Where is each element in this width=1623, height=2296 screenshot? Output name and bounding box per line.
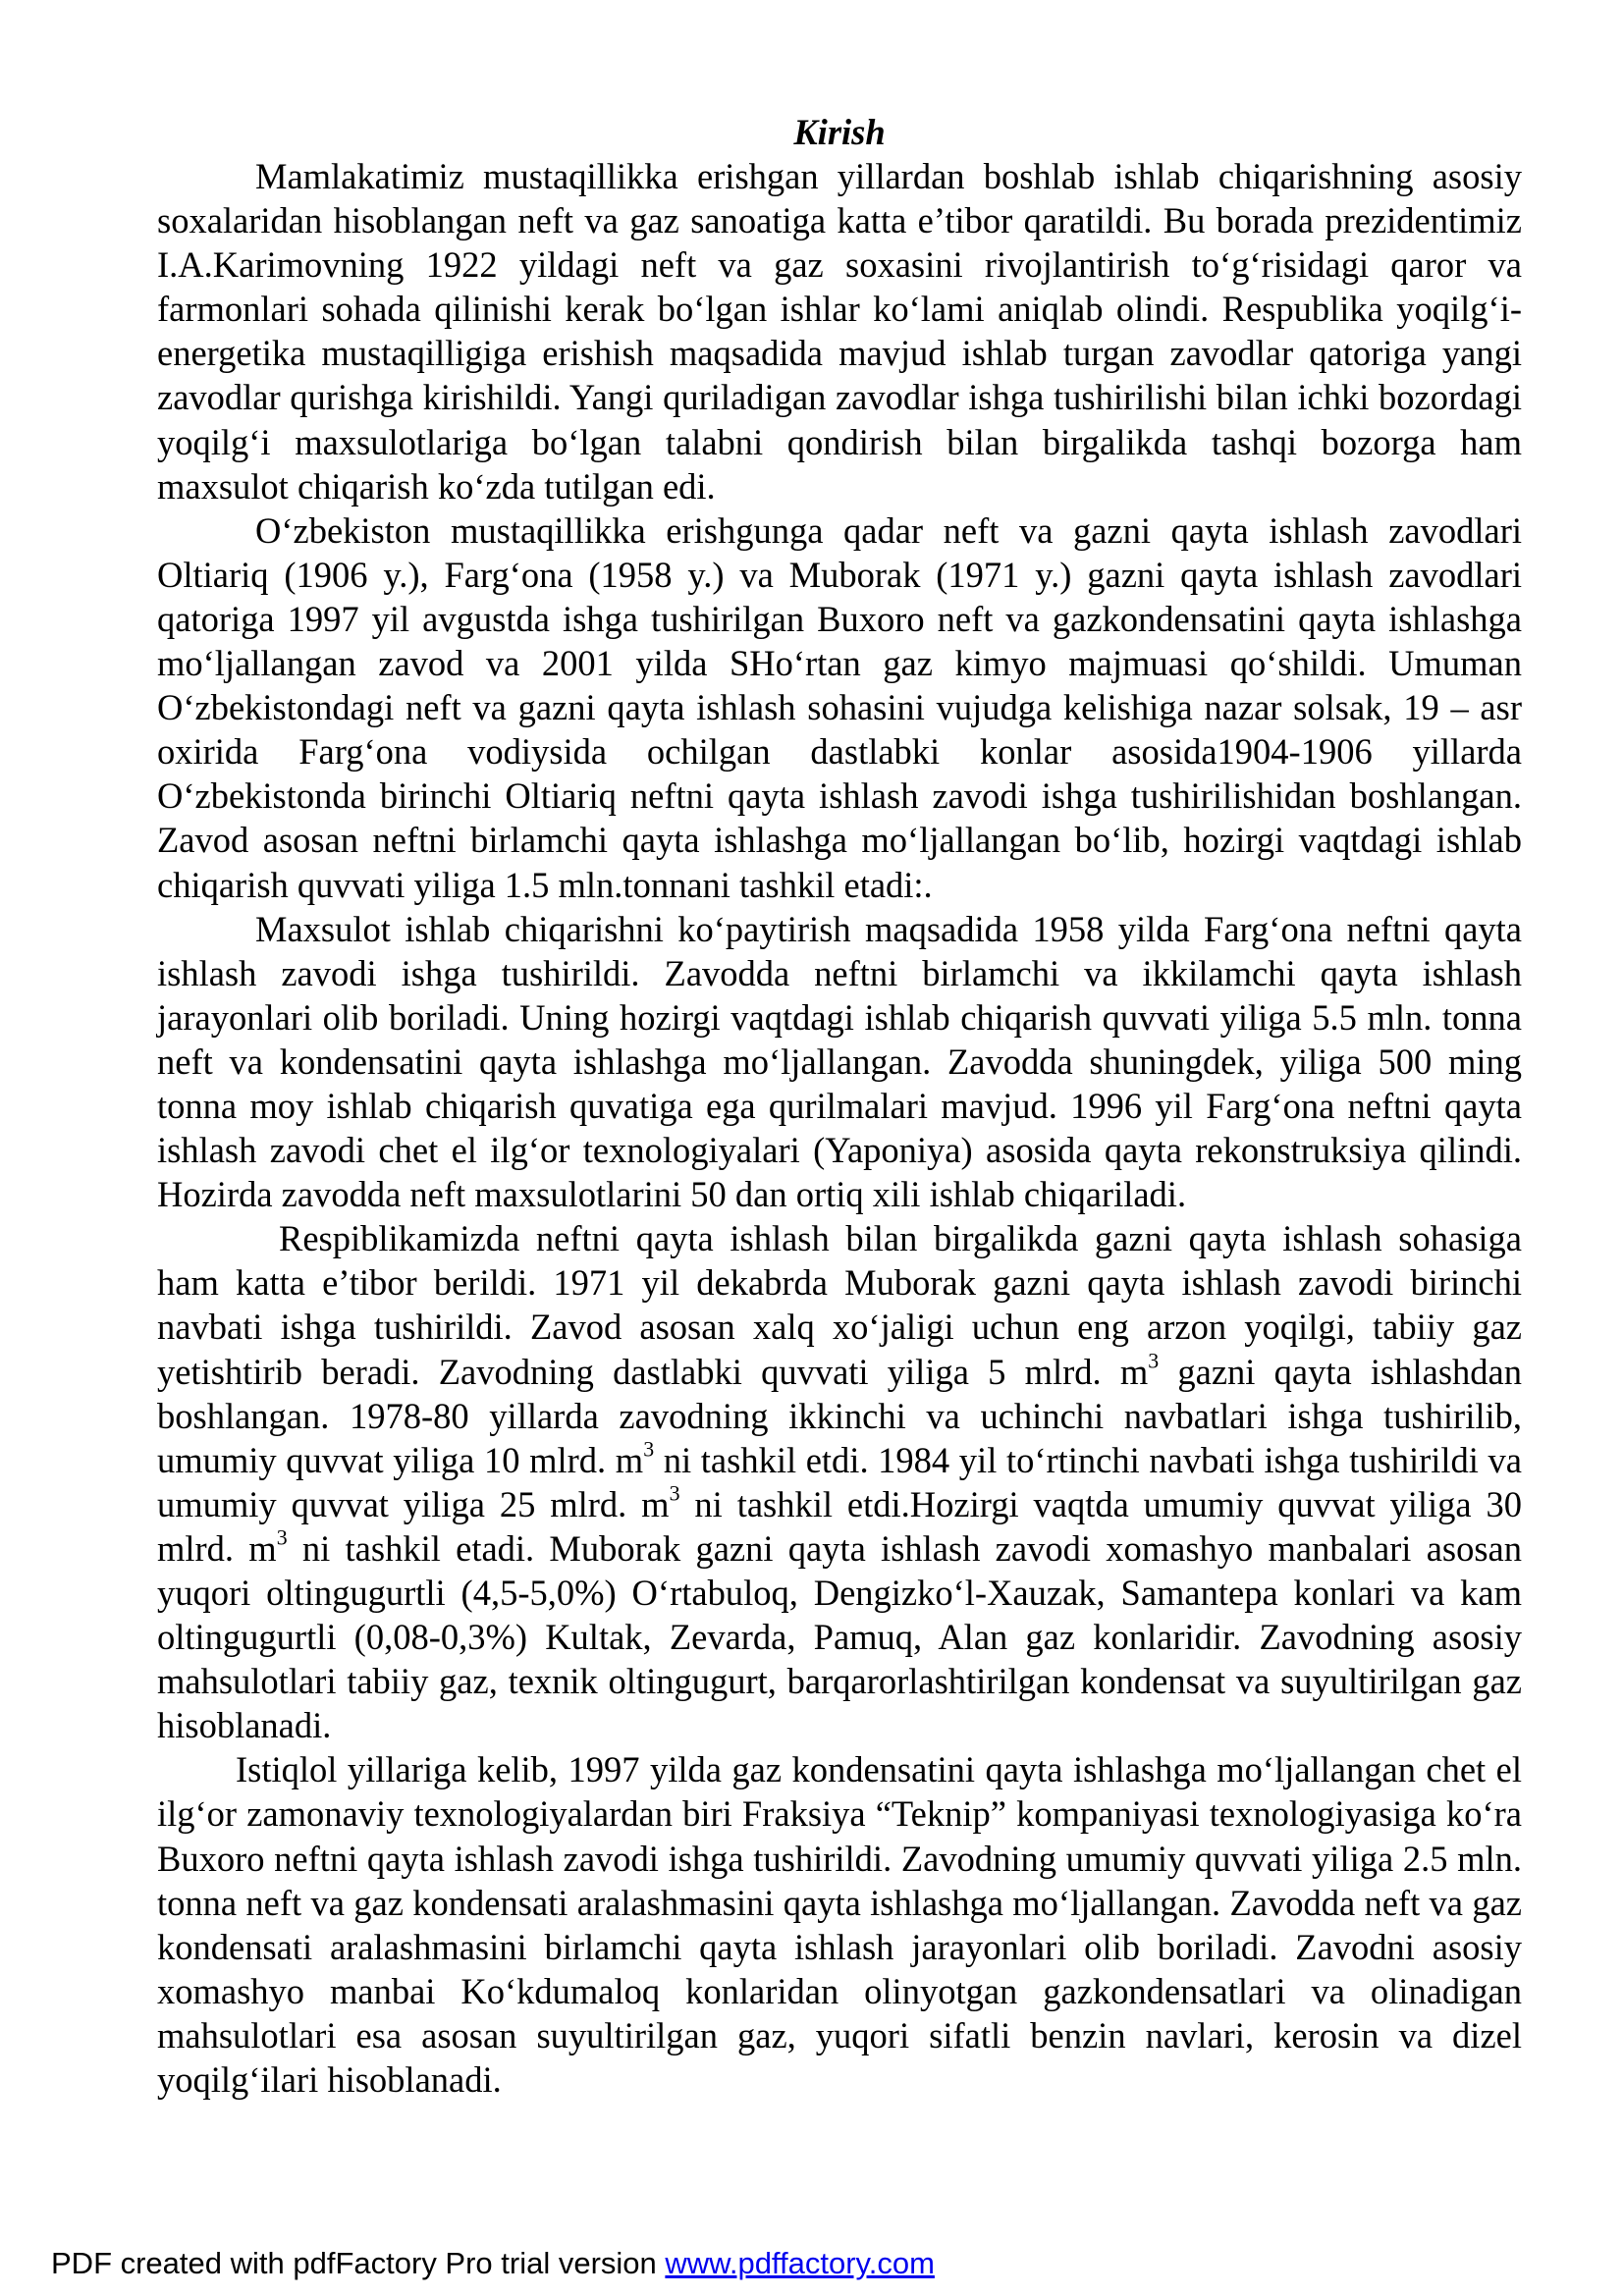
paragraph-2: O‘zbekiston mustaqillikka erishgunga qadar neft va gazni qayta ishlash zavodlari Oltiariq (1906 y.), Farg‘ona (1958 y.) va Muborak (1971 y.) gazni qayta ishlash zavodlari qatoriga 1997 yil avgustda ishga tushirilgan Buxoro neft va gazkondensatini qayta ishlashga mo‘ljallangan zavod va 2001 yilda SHo‘rtan gaz kimyo majmuasi qo‘shildi. Umuman O‘zbekistondagi neft va gazni qayta ishlash sohasini vujudga kelishiga nazar solsak, 19 – asr oxirida Farg‘ona vodiysida ochilgan dastlabki konlar asosida1904-1906 yillarda O‘zbekistonda birinchi Oltiariq neftni qayta ishlash zavodi ishga tushirilishidan boshlangan. Zavod asosan neftni birlamchi qayta ishlashga mo‘ljallangan bo‘lib, hozirgi vaqtdagi ishlab chiqarish quvvati yiliga 1.5 mln.tonnani tashkil etadi:. [157,509,1522,905]
paragraph-3: Maxsulot ishlab chiqarishni ko‘paytirish maqsadida 1958 yilda Farg‘ona neftni qayta ishlash zavodi ishga tushirildi. Zavodda neftni birlamchi va ikkilamchi qayta ishlash jarayonlari olib boriladi. Uning hozirgi vaqtdagi ishlab chiqarish quvvati yiliga 5.5 mln. tonna neft va kondensatini qayta ishlashga mo‘ljallangan. Zavodda shuningdek, yiliga 500 ming tonna moy ishlab chiqarish quvatiga ega qurilmalari mavjud. 1996 yil Farg‘ona neftni qayta ishlash zavodi chet el ilg‘or texnologiyalari (Yaponiya) asosida qayta rekonstruksiya qilindi. Hozirda zavodda neft maxsulotlarini 50 dan ortiq xili ishlab chiqariladi. [157,908,1522,1215]
paragraph-1: Mamlakatimiz mustaqillikka erishgan yillardan boshlab ishlab chiqarishning asosiy soxalaridan hisoblangan neft va gaz sanoatiga katta e’tibor qaratildi. Bu borada prezidentimiz I.A.Karimovning 1922 yildagi neft va gaz soxasini rivojlantirish to‘g‘risidagi qaror va farmonlari sohada qilinishi kerak bo‘lgan ishlar ko‘lami aniqlab olindi. Respublika yoqilg‘i-energetika mustaqilligiga erishish maqsadida mavjud ishlab turgan zavodlar qatoriga yangi zavodlar qurishga kirishildi. Yangi quriladigan zavodlar ishga tushirilishi bilan ichki bozordagi yoqilg‘i maxsulotlariga bo‘lgan talabni qondirish bilan birgalikda tashqi bozorga ham maxsulot chiqarish ko‘zda tutilgan edi. [157,156,1522,507]
paragraph-5: Istiqlol yillariga kelib, 1997 yilda gaz kondensatini qayta ishlashga mo‘ljallangan chet el ilg‘or zamonaviy texnologiyalardan biri Fraksiya “Teknip” kompaniyasi texnologiyasiga ko‘ra Buxoro neftni qayta ishlash zavodi ishga tushirildi. Zavodning umumiy quvvati yiliga 2.5 mln. tonna neft va gaz kondensati aralashmasini qayta ishlashga mo‘ljallangan. Zavodda neft va gaz kondensati aralashmasini birlamchi qayta ishlash jarayonlari olib boriladi. Zavodni asosiy xomashyo manbai Ko‘kdumaloq konlaridan olinyotgan gazkondensatlari va olinadigan mahsulotlari esa asosan suyultirilgan gaz, yuqori sifatli benzin navlari, kerosin va dizel yoqilg‘ilari hisoblanadi. [157,1749,1522,2101]
pdf-watermark-footer [51,2244,935,2283]
superscript-3: 3 [276,1524,288,1550]
document-page [157,110,1522,2102]
superscript-3: 3 [1148,1348,1160,1373]
superscript-3: 3 [669,1480,680,1506]
paragraph-4: Respiblikamizda neftni qayta ishlash bilan birgalikda gazni qayta ishlash sohasiga ham katta e’tibor berildi. 1971 yil dekabrda Muborak gazni qayta ishlash zavodi birinchi navbati ishga tushirildi. Zavod asosan xalq xo‘jaligi uchun eng arzon yoqilgi, tabiiy gaz yetishtirib beradi. Zavodning dastlabki quvvati yiliga 5 mlrd. $m^3$ gazni qayta ishlashdan boshlangan. 1978-80 yillarda zavodning ikkinchi va uchinchi navbatlari ishga tushirilib, umumiy quvvat yiliga 10 mlrd. $m^3$ ni tashkil etdi. 1984 yil to‘rtinchi navbati ishga tushirildi va umumiy quvvat yiliga 25 mlrd. $m^3$ ni tashkil etdi.Hozirgi vaqtda umumiy quvvat yiliga 30 mlrd. $m^3$ ni tashkil etadi. Muborak gazni qayta ishlash zavodi xomashyo manbalari asosan yuqori oltingugurtli (4,5-5,0%) O‘rtabuloq, Dengizko‘l-Xauzak, Samantepa konlari va kam oltingugurtli (0,08-0,3%) Kultak, Zevarda, Pamuq, Alan gaz konlaridir. Zavodning asosiy mahsulotlari tabiiy gaz, texnik oltingugurt, barqarorlashtirilgan kondensat va suyultirilgan gaz hisoblanadi. [157,1218,1523,1746]
footer-text: PDF created with pdfFactory Pro trial version [51,2246,666,2280]
footer-link[interactable]: www.pdffactory.com [665,2246,935,2280]
superscript-3: 3 [643,1436,655,1462]
document-title: Kirish [793,112,886,152]
